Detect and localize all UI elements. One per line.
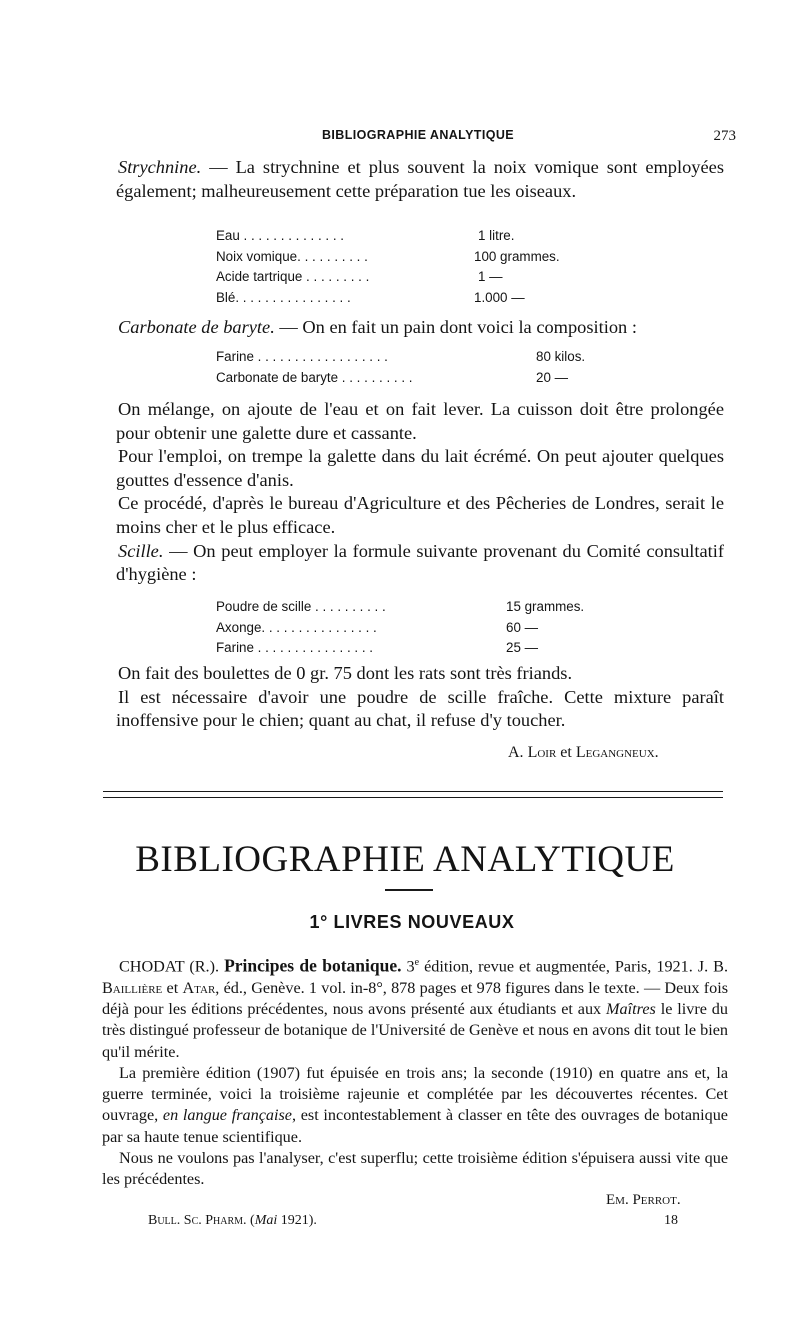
review-paragraph: Nous ne voulons pas l'analyser, c'est superflu; cette troisième édition s'épuisera aussi vite que les précédentes. xyxy=(102,1149,728,1189)
signature-join: et xyxy=(556,744,576,761)
review-publisher: Atar xyxy=(182,978,216,997)
article-signature xyxy=(508,744,659,762)
divider-rule-bottom xyxy=(103,797,723,798)
ingredient-quantity: 60 — xyxy=(506,619,539,635)
paragraph: On mélange, on ajoute de l'eau et on fait lever. La cuisson doit être prolongée pour obtenir une galette dure et cassante. xyxy=(116,399,724,443)
review-author: CHODAT (R.). xyxy=(119,957,220,976)
ingredient-label: Eau . . . . . . . . . . . . . . xyxy=(216,228,344,243)
ingredient-quantity: 15 grammes. xyxy=(506,599,585,614)
ingredient-label: Acide tartrique . . . . . . . . . xyxy=(216,269,370,284)
carbonate-text: — On en fait un pain dont voici la composition : xyxy=(274,317,637,337)
ingredient-quantity: 80 kilos. xyxy=(536,349,586,364)
strychnine-text: — La strychnine et plus souvent la noix vomique sont employées également; malheureusement cette préparation tue les oiseaux. xyxy=(116,157,724,201)
closing-paragraphs xyxy=(116,662,724,733)
review-text: 3 xyxy=(401,957,415,976)
footer-journal: Bull. Sc. Pharm. xyxy=(148,1213,247,1228)
section-title: BIBLIOGRAPHIE ANALYTIQUE xyxy=(135,839,675,880)
carbonate-term: Carbonate de baryte. xyxy=(118,317,275,337)
review-text: édition, revue et augmentée, Paris, 1921. J. B. xyxy=(419,957,728,976)
running-header xyxy=(100,128,736,148)
ingredient-label: Farine . . . . . . . . . . . . . . . . . . xyxy=(216,349,388,364)
paragraph: Pour l'emploi, on trempe la galette dans du lait écrémé. On peut ajouter quelques gouttes d'essence d'anis. xyxy=(116,446,724,490)
strychnine-paragraph xyxy=(116,156,724,203)
carbonate-paragraph xyxy=(116,316,724,340)
subsection-title: 1° LIVRES NOUVEAUX xyxy=(309,912,515,932)
ingredient-label: Carbonate de baryte . . . . . . . . . . xyxy=(216,369,413,385)
book-review xyxy=(102,952,728,1191)
review-text: le livre du très distingué professeur de botanique de l'Université de Genève et nous en avons dit tout le bien qu'il mérite. xyxy=(102,999,728,1061)
footer-year: 1921). xyxy=(277,1213,317,1228)
review-italic: Maîtres xyxy=(606,999,656,1018)
ingredient-label: Noix vomique. . . . . . . . . . xyxy=(216,248,368,264)
ingredient-label: Poudre de scille . . . . . . . . . . xyxy=(216,599,386,614)
page-footer xyxy=(148,1213,678,1229)
divider-rule-top xyxy=(103,791,723,792)
signature-author2: Legangneux xyxy=(575,744,655,761)
review-publisher: Baillière xyxy=(102,978,163,997)
paragraph: Il est nécessaire d'avoir une poudre de scille fraîche. Cette mixture paraît inoffensive pour le chien; quant au chat, il refuse d'y toucher. xyxy=(116,686,724,731)
method-paragraphs xyxy=(116,398,724,587)
paragraph: Ce procédé, d'après le bureau d'Agriculture et des Pêcheries de Londres, serait le moins cher et le plus efficace. xyxy=(116,493,724,537)
footer-folio: 18 xyxy=(664,1213,678,1228)
signature-end: . xyxy=(654,744,659,761)
ingredient-quantity: 25 — xyxy=(506,640,539,655)
page-number: 273 xyxy=(713,128,736,144)
footer-paren: ( xyxy=(246,1213,255,1228)
review-signature: Em. Perrot. xyxy=(606,1192,681,1208)
scille-text: — On peut employer la formule suivante provenant du Comité consultatif d'hygiène : xyxy=(116,540,724,585)
ingredient-quantity: 20 — xyxy=(536,369,569,385)
signature-initial: A. xyxy=(508,744,528,761)
ingredient-quantity: 1 litre. xyxy=(478,228,515,243)
signature-author1: Loir xyxy=(527,744,557,761)
scille-term: Scille. xyxy=(118,540,164,561)
review-book-title: Principes de botanique. xyxy=(224,955,402,976)
ingredient-label: Axonge. . . . . . . . . . . . . . . . xyxy=(216,619,377,635)
running-title: BIBLIOGRAPHIE ANALYTIQUE xyxy=(321,128,515,142)
review-superscript: e xyxy=(414,957,420,968)
ingredient-quantity: 1.000 — xyxy=(474,289,525,305)
paragraph: On fait des boulettes de 0 gr. 75 dont les rats sont très friands. xyxy=(118,663,573,683)
footer-month: Mai xyxy=(254,1213,278,1228)
review-text: , est incontestablement à classer en tête des ouvrages de botanique par sa haute tenue scientifique. xyxy=(102,1106,728,1146)
ingredient-label: Blé. . . . . . . . . . . . . . . . xyxy=(216,289,351,305)
strychnine-term: Strychnine. xyxy=(118,157,202,177)
ingredient-label: Farine . . . . . . . . . . . . . . . . xyxy=(216,640,374,655)
review-text: et xyxy=(162,978,183,997)
ingredient-quantity: 1 — xyxy=(478,269,503,284)
title-underline xyxy=(385,889,433,891)
review-paragraph xyxy=(102,1063,728,1148)
review-italic: en langue française xyxy=(162,1106,292,1125)
review-paragraph xyxy=(102,952,728,1063)
review-text: La première édition (1907) fut épuisée en trois ans; la seconde (1910) en quatre ans et, la guerre terminée, voici la troisième rajeunie et complétée par les découvertes récentes. Cet ouvrage, xyxy=(102,1063,728,1125)
review-text: , éd., Genève. 1 vol. in-8°, 878 pages et 978 figures dans le texte. — Deux fois déjà pour les éditions précédentes, nous avons présenté aux étudiants et aux xyxy=(102,978,729,1018)
ingredient-quantity: 100 grammes. xyxy=(474,248,560,264)
